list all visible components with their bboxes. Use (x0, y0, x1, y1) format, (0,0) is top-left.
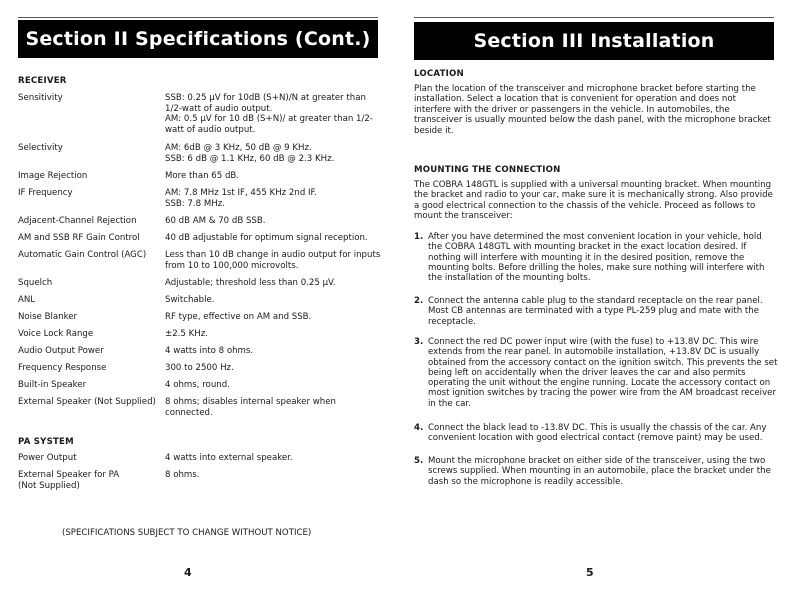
spec-value: SSB: 0.25 μV for 10dB (S+N)/N at greater than 1/2-watt of audio output. AM: 0.5 μV for 10 dB (S+N)/ at greater than 1/2-watt of audio output. (165, 93, 373, 135)
mounting-header: MOUNTING THE CONNECTION (414, 165, 561, 175)
spec-value: Adjustable; threshold less than 0.25 μV. (165, 278, 336, 288)
spec-value: 8 ohms. (165, 470, 200, 480)
spec-value: ±2.5 KHz. (165, 329, 208, 339)
spec-notice: (SPECIFICATIONS SUBJECT TO CHANGE WITHOUT NOTICE) (62, 528, 312, 538)
spec-label: External Speaker (Not Supplied) (18, 397, 156, 407)
left-page (0, 0, 396, 595)
spec-value: 4 watts into external speaker. (165, 453, 293, 463)
spec-label: Voice Lock Range (18, 329, 94, 339)
spec-label: Automatic Gain Control (AGC) (18, 250, 147, 260)
spec-value: 4 watts into 8 ohms. (165, 346, 254, 356)
step-number: 4. (414, 423, 424, 433)
top-rule (414, 17, 774, 18)
spec-value: 8 ohms; disables internal speaker when connected. (165, 397, 336, 418)
spec-value: 300 to 2500 Hz. (165, 363, 234, 373)
step-number: 2. (414, 296, 424, 306)
mounting-intro: The COBRA 148GTL is supplied with a universal mounting bracket. When mounting the bracket and radio to your car, make sure it is mechanically strong. Also provide a good electrical connection to the chassis of the vehicle. Proceed as follows to mount the transceiver: (414, 180, 773, 222)
spec-label: Audio Output Power (18, 346, 104, 356)
spec-value: 60 dB AM & 70 dB SSB. (165, 216, 266, 226)
step-number: 1. (414, 232, 424, 242)
step-number: 5. (414, 456, 424, 466)
step-text: Connect the red DC power input wire (with the fuse) to +13.8V DC. This wire extends from the rear panel. In automobile installation, +13.8V DC is usually obtained from the accessory contact on the ignition switch. This prevents the set being left on accidentally when the driver leaves the car and also permits operating the unit without the engine running. Locate the accessory contact on most ignition switches by tracing the power wire from the AM broadcast receiver in the car. (428, 337, 778, 409)
section-banner: Section III Installation (414, 22, 774, 60)
spec-value: RF type, effective on AM and SSB. (165, 312, 312, 322)
page-number: 4 (184, 566, 192, 579)
spec-label: Image Rejection (18, 171, 88, 181)
step-text: After you have determined the most convenient location in your vehicle, hold the COBRA 148GTL with mounting bracket in the exact location desired. If nothing will interfere with mounting it in the desired position, remove the mounting bolts. Before drilling the holes, make sure nothing will interfere with the installation of the mounting bolts. (428, 232, 765, 284)
step-text: Mount the microphone bracket on either side of the transceiver, using the two screws supplied. When mounting in an automobile, place the bracket under the dash so the microphone is readily accessible. (428, 456, 771, 487)
spec-label: Noise Blanker (18, 312, 78, 322)
spec-label: ANL (18, 295, 36, 305)
spec-label: Squelch (18, 278, 53, 288)
spec-value: AM: 6dB @ 3 KHz, 50 dB @ 9 KHz. SSB: 6 dB @ 1.1 KHz, 60 dB @ 2.3 KHz. (165, 143, 335, 164)
spec-label: Frequency Response (18, 363, 107, 373)
section-banner: Section II Specifications (Cont.) (18, 20, 378, 58)
spec-label: Sensitivity (18, 93, 63, 103)
spec-value: More than 65 dB. (165, 171, 240, 181)
top-rule (18, 17, 378, 18)
page-number: 5 (586, 566, 594, 579)
receiver-header: RECEIVER (18, 76, 67, 86)
spec-value: AM: 7.8 MHz 1st IF, 455 KHz 2nd IF. SSB: 7.8 MHz. (165, 188, 317, 209)
step-number: 3. (414, 337, 424, 347)
spec-value: Less than 10 dB change in audio output for inputs from 10 to 100,000 microvolts. (165, 250, 381, 271)
spec-label: External Speaker for PA (Not Supplied) (18, 470, 120, 491)
spec-label: Power Output (18, 453, 77, 463)
pa-system-header: PA SYSTEM (18, 437, 74, 447)
spec-value: 40 dB adjustable for optimum signal reception. (165, 233, 368, 243)
step-text: Connect the antenna cable plug to the standard receptacle on the rear panel. Most CB antennas are terminated with a type PL-259 plug and mate with the receptacle. (428, 296, 763, 327)
location-paragraph: Plan the location of the transceiver and microphone bracket before starting the installation. Select a location that is convenient for operation and does not interfere with the driver or passengers in the vehicle. In automobiles, the transceiver is usually mounted below the dash panel, with the microphone bracket beside it. (414, 84, 771, 136)
spec-label: Adjacent-Channel Rejection (18, 216, 137, 226)
spec-value: Switchable. (165, 295, 215, 305)
location-header: LOCATION (414, 69, 464, 79)
spec-value: 4 ohms, round. (165, 380, 230, 390)
step-text: Connect the black lead to -13.8V DC. This is usually the chassis of the car. Any convenient location with good electrical contact (remove paint) may be used. (428, 423, 767, 444)
spec-label: Built-in Speaker (18, 380, 87, 390)
spec-label: IF Frequency (18, 188, 73, 198)
spec-label: Selectivity (18, 143, 63, 153)
spec-label: AM and SSB RF Gain Control (18, 233, 140, 243)
